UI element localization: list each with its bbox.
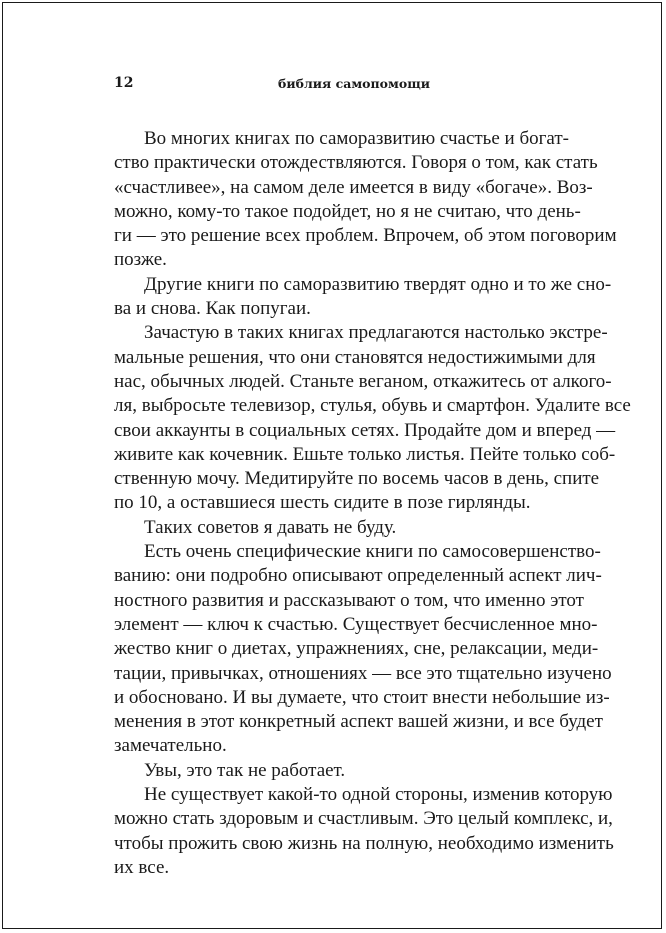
text-line: по 10, а оставшиеся шесть сидите в позе гирлянды. [114, 492, 531, 514]
text-line: «счастливее», на самом деле имеется в виду «богаче». Воз- [114, 176, 593, 198]
text-line: ностного развития и рассказывают о том, что именно этот [114, 589, 584, 611]
text-line: Увы, это так не работает. [144, 759, 346, 781]
text-line: ва и снова. Как попугаи. [114, 298, 311, 320]
text-line: замечательно. [114, 735, 227, 757]
text-line: Во многих книгах по саморазвитию счастье и богат- [144, 128, 569, 149]
text-line: живите как кочевник. Ешьте только листья. Пейте только соб- [114, 443, 616, 465]
text-line: нас, обычных людей. Станьте веганом, откажитесь от алкого- [114, 370, 612, 392]
body-text [114, 127, 631, 880]
text-line: ги — это решение всех проблем. Впрочем, об этом поговорим [114, 225, 617, 247]
text-line: Таких советов я давать не буду. [144, 516, 397, 538]
text-line: ство практически отождествляются. Говоря о том, как стать [114, 152, 598, 174]
text-line: ственную мочу. Медитируйте по восемь часов в день, спите [114, 468, 600, 490]
text-line: ванию: они подробно описывают определенный аспект лич- [114, 565, 602, 587]
text-line: свои аккаунты в социальных сетях. Продайте дом и вперед — [114, 419, 616, 441]
text-line: менения в этот конкретный аспект вашей жизни, и все будет [114, 711, 603, 733]
text-line: позже. [114, 249, 167, 271]
text-line: Зачастую в таких книгах предлагаются настолько экстре- [144, 322, 608, 344]
text-line: ля, выбросьте телевизор, стулья, обувь и смартфон. Удалите все [114, 395, 631, 417]
text-line: жество книг о диетах, упражнениях, сне, релаксации, меди- [114, 638, 599, 660]
text-line: Не существует какой-то одной стороны, изменив которую [144, 784, 613, 806]
book-page [2, 2, 662, 929]
text-line: Другие книги по саморазвитию твердят одно и то же сно- [144, 273, 612, 295]
text-line: их все. [114, 856, 170, 878]
text-line: чтобы прожить свою жизнь на полную, необходимо изменить [114, 832, 614, 854]
text-line: и обосновано. И вы думаете, что стоит внести небольшие из- [114, 686, 610, 708]
text-line: мальные решения, что они становятся недостижимыми для [114, 346, 596, 368]
text-line: элемент — ключ к счастью. Существует бесчисленное мно- [114, 613, 598, 635]
text-line: Есть очень специфические книги по самосовершенство- [144, 541, 601, 563]
page-number: 12 [114, 75, 134, 91]
running-header: библия самопомощи [278, 76, 431, 91]
text-line: тации, привычках, отношениях — все это тщательно изучено [114, 662, 612, 684]
text-line: можно, кому-то такое подойдет, но я не считаю, что день- [114, 200, 581, 222]
text-line: можно стать здоровым и счастливым. Это целый комплекс, и, [114, 808, 613, 830]
